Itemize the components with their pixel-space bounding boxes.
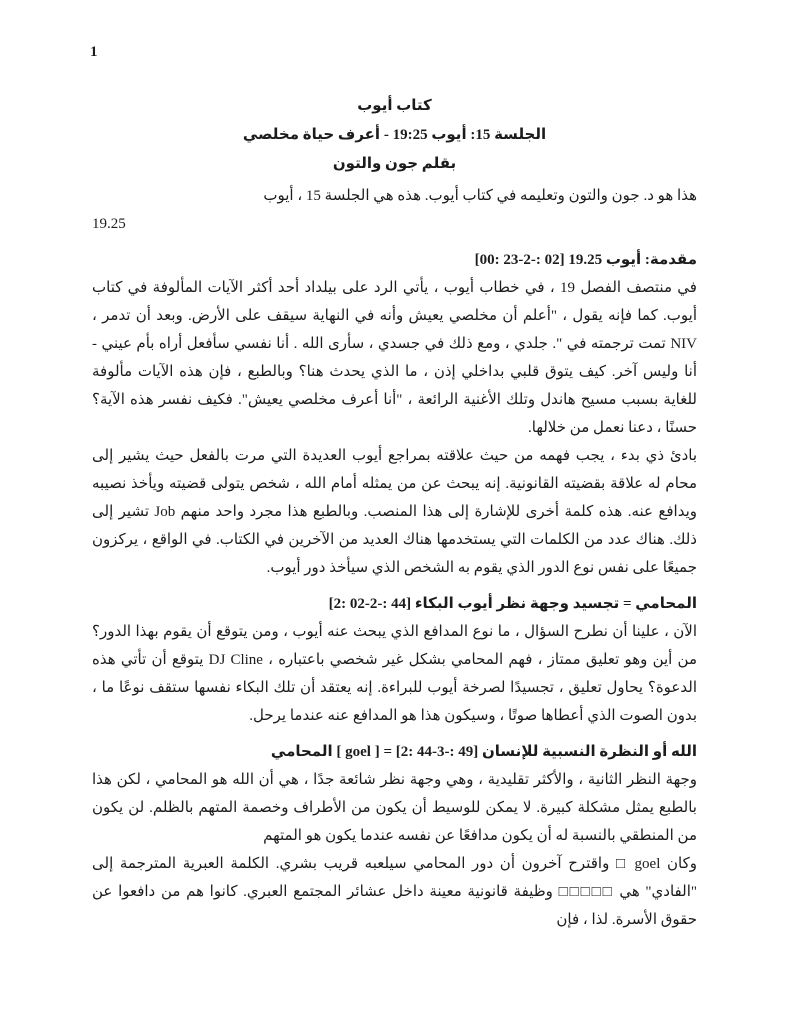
section-2-heading-text: المحامي = تجسيد وجهة نظر أيوب البكاء [414,596,697,612]
section-1-heading [92,246,697,274]
doc-session-line: الجلسة 15: أيوب 19:25 - أعرف حياة مخلصي [242,127,547,143]
paragraph: بادئ ذي بدء ، يجب فهمه من حيث علاقته بمراجع أيوب العديدة التي مرت بالفعل حيث يشير إلى محام له علاقة بقضيته القانونية. إنه يبحث عن من يمثله أمام الله ، شخص يتولى قضيته ويأخذ نصيبه ويدافع عنه. هذه كلمة أخرى للإشارة إلى هذا المنصب. وبالطبع هذا مجرد واحد منهم Job تشير إلى ذلك. هناك عدد من الكلمات التي يستخدمها هناك العديد من الآخرين في الكتاب. في الواقع ، يركزون جميعًا على نفس نوع الدور الذي يقوم به الشخص الذي سيأخذ دور أيوب. [92,448,697,576]
section-3-timecode: [2: 44-3-: 49] [395,744,479,760]
page-number: 1 [90,44,98,60]
doc-byline: بقلم جون والتون [332,156,457,172]
paragraph: في منتصف الفصل 19 ، في خطاب أيوب ، يأتي الرد على بيلداد أحد أكثر الآيات المألوفة في كتاب أيوب. كما فإنه يقول ، "أعلم أن مخلصي يعيش وأنه في النهاية سيقف على الأرض. وبعد أن تدمر ، NIV تمت ترجمته في ". جلدي ، ومع ذلك في جسدي ، سأرى الله . أنا نفسي سأفعل أراه بأم عيني - أنا وليس آخر. كيف يتوق قلبي بداخلي إذن ، ما الذي يحدث هنا؟ وبالطبع ، فإن هذه الآيات مألوفة للغاية بسبب مسيح هاندل وتلك الأغنية الرائعة ، "أنا أعرف مخلصي يعيش". فكيف نفسر هذه الآية؟ حسنًا ، دعنا نعمل من خلالها. [92,280,697,436]
section-3-heading [92,738,697,766]
doc-title: كتاب أيوب [357,98,432,114]
paragraph: وجهة النظر الثانية ، والأكثر تقليدية ، وهي وجهة نظر شائعة جدًا ، هي أن الله هو المحامي ، لكن هذا بالطبع يمثل مشكلة كبيرة. لا يمكن للوسيط أن يكون من الأطراف وخصمة المتهم بالظلم. لن يكون من المنطقي بالنسبة له أن يكون مدافعًا عن نفسه عندما يكون هو المتهم [92,772,697,844]
section-3-heading-suffix: = [ goel ] المحامي [270,744,392,760]
section-2-heading [92,590,697,618]
paragraph: الآن ، علينا أن نطرح السؤال ، ما نوع المدافع الذي يبحث عنه أيوب ، ومن يتوقع أن يقوم بهذا الدور؟ من أين وهو تعليق ممتاز ، فهم المحامي بشكل غير شخصي باعتباره ، DJ Cline يتوقع أن تأتي هذه الدعوة؟ يحاول تعليق ، تجسيدًا لصرخة أيوب للبراءة. إنه يعتقد أن تلك البكاء نفسها ستقف نوعًا ما ، بدون الصوت الذي أعطاها صوتًا ، وسيكون هذا هو المدافع عنه عندما يرحل. [92,624,697,724]
intro-line: هذا هو د. جون والتون وتعليمه في كتاب أيوب. هذه هي الجلسة 15 ، أيوب [263,188,697,204]
section-1-heading-text: مقدمة: أيوب 19.25 [568,252,697,268]
section-3-heading-text: الله أو النظرة النسبية للإنسان [481,744,697,760]
section-2-timecode: [2: 02-2-: 44] [328,596,412,612]
intro-number: 19.25 [92,216,126,232]
section-1-timecode: [00: 23-2-: 02] [474,252,565,268]
document-content [92,92,697,934]
paragraph: وكان goel □ واقترح آخرون أن دور المحامي سيلعبه قريب بشري. الكلمة العبرية المترجمة إلى "الفادي" هي □□□□□ وظيفة قانونية معينة داخل عشائر المجتمع العبري. كانوا هم من دافعوا عن حقوق الأسرة. لذا ، فإن [92,856,697,928]
